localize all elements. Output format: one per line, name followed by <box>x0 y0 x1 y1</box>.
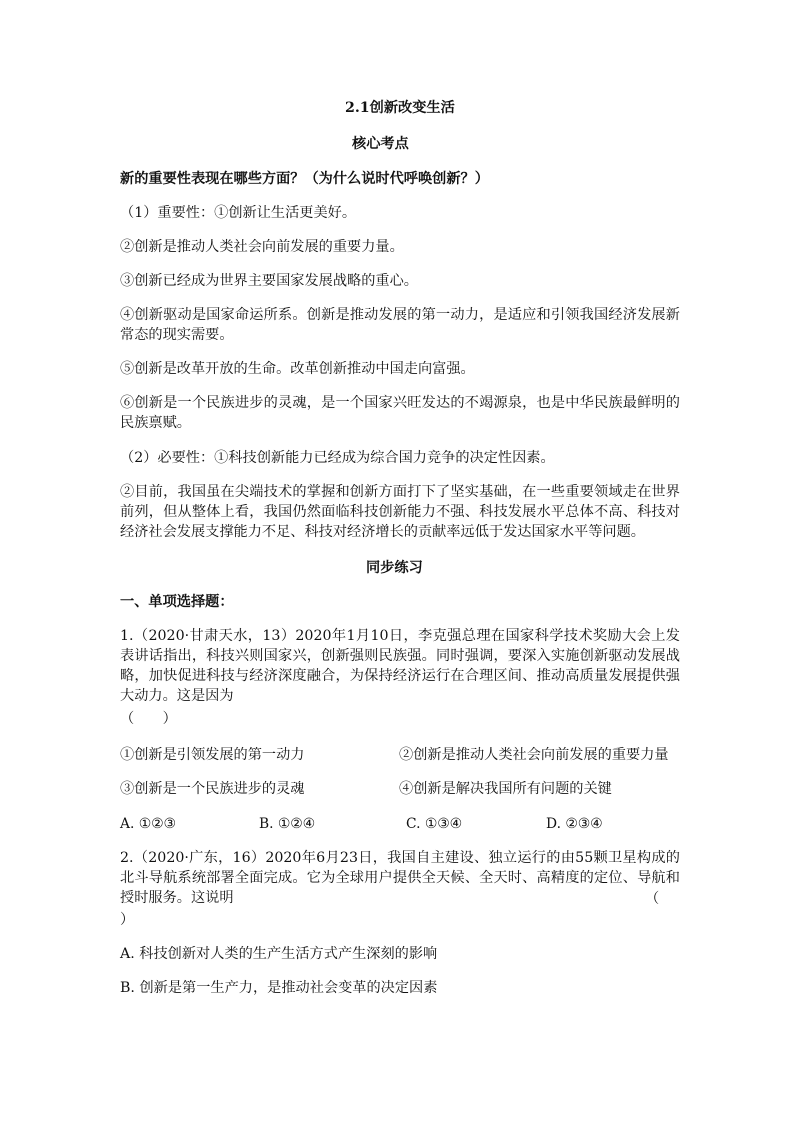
statement-item: ②创新是推动人类社会向前发展的重要力量 <box>399 747 669 763</box>
answer-option: B. ①②④ <box>259 816 316 832</box>
question-stem: 1.（2020·甘肃天水，13）2020年1月10日，李克强总理在国家科学技术奖励大会上发表讲话指出，科技兴则国家兴，创新强则民族强。同时强调，要深入实施创新驱动发展战略，加快促进科技与经济深度融合，为保持经济运行在合理区间、推动高质量发展提供强大动力。这是因为 <box>120 628 680 704</box>
answer-option: B. 创新是第一生产力，是推动社会变革的决定因素 <box>120 980 438 996</box>
answer-option: A. ①②③ <box>120 816 176 832</box>
statement-item: ③创新是一个民族进步的灵魂 <box>120 781 305 797</box>
question-heading: 新的重要性表现在哪些方面？（为什么说时代呼唤创新？） <box>120 171 489 187</box>
answer-paren-open: （ <box>645 891 660 907</box>
importance-item: （1）重要性：①创新让生活更美好。 <box>120 205 357 221</box>
question-stem: 2.（2020·广东，16）2020年6月23日，我国自主建设、独立运行的由55颗卫星构成的北斗导航系统部署全面完成。它为全球用户提供全天候、全天时、高精度的定位、导航和授时服务。这说明 <box>120 850 680 906</box>
importance-item: ④创新驱动是国家命运所系。创新是推动发展的第一动力，是适应和引领我国经济发展新常态的现实需要。 <box>120 307 680 343</box>
statement-item: ④创新是解决我国所有问题的关键 <box>399 781 612 797</box>
answer-option: A. 科技创新对人类的生产生活方式产生深刻的影响 <box>120 946 438 962</box>
answer-option: C. ①③④ <box>406 816 462 832</box>
necessity-item: （2）必要性：①科技创新能力已经成为综合国力竞争的决定性因素。 <box>120 450 555 466</box>
importance-item: ⑥创新是一个民族进步的灵魂，是一个国家兴旺发达的不竭源泉，也是中华民族最鲜明的民族禀赋。 <box>120 395 680 431</box>
statement-item: ①创新是引领发展的第一动力 <box>120 747 305 763</box>
answer-paren: （ ） <box>120 711 177 727</box>
importance-item: ③创新已经成为世界主要国家发展战略的重心。 <box>120 273 418 289</box>
core-heading: 核心考点 <box>352 136 409 152</box>
answer-option: D. ②③④ <box>546 816 603 832</box>
doc-title: 2.1创新改变生活 <box>345 100 455 116</box>
section-heading: 一、单项选择题： <box>120 594 234 610</box>
practice-heading: 同步练习 <box>366 560 423 576</box>
necessity-item: ②目前，我国虽在尖端技术的掌握和创新方面打下了坚实基础，在一些重要领域走在世界前列，但从整体上看，我国仍然面临科技创新能力不强、科技发展水平总体不高、科技对经济社会发展支撑能力不足、科技对经济增长的贡献率远低于发达国家水平等问题。 <box>120 484 680 540</box>
answer-paren-close: ） <box>120 912 135 928</box>
importance-item: ⑤创新是改革开放的生命。改革创新推动中国走向富强。 <box>120 361 475 377</box>
importance-item: ②创新是推动人类社会向前发展的重要力量。 <box>120 239 404 255</box>
